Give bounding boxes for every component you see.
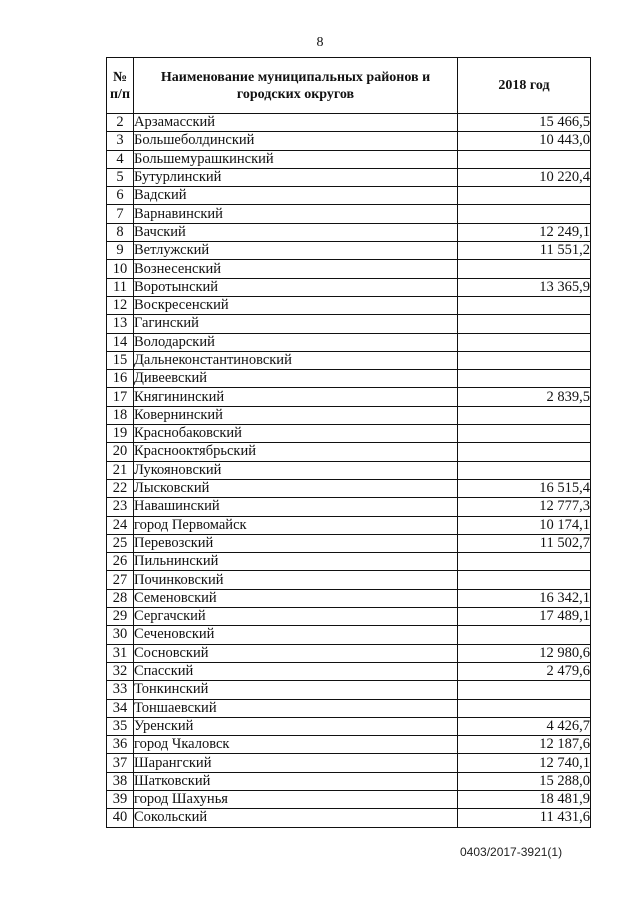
row-number-cell: 14 bbox=[107, 333, 134, 351]
row-value-cell: 12 740,1 bbox=[458, 754, 591, 772]
table-row bbox=[107, 479, 591, 497]
table-row bbox=[107, 114, 591, 132]
row-number-cell: 32 bbox=[107, 662, 134, 680]
row-value-cell: 2 839,5 bbox=[458, 388, 591, 406]
row-value-cell bbox=[458, 187, 591, 205]
row-value-cell: 16 515,4 bbox=[458, 479, 591, 497]
row-name-cell: Большеболдинский bbox=[134, 132, 458, 150]
row-value-cell bbox=[458, 553, 591, 571]
row-number-cell: 23 bbox=[107, 498, 134, 516]
row-name-cell: Воскресенский bbox=[134, 296, 458, 314]
table-row bbox=[107, 351, 591, 369]
table-row bbox=[107, 790, 591, 808]
row-number-cell: 37 bbox=[107, 754, 134, 772]
row-number-cell: 40 bbox=[107, 809, 134, 827]
row-number-cell: 13 bbox=[107, 315, 134, 333]
row-name-cell: Тонкинский bbox=[134, 681, 458, 699]
row-name-cell: Пильнинский bbox=[134, 553, 458, 571]
table-row bbox=[107, 498, 591, 516]
row-name-cell: город Чкаловск bbox=[134, 736, 458, 754]
row-number-cell: 19 bbox=[107, 425, 134, 443]
row-value-cell: 12 980,6 bbox=[458, 644, 591, 662]
row-name-cell: город Первомайск bbox=[134, 516, 458, 534]
row-value-cell: 10 174,1 bbox=[458, 516, 591, 534]
row-value-cell bbox=[458, 425, 591, 443]
row-value-cell bbox=[458, 699, 591, 717]
row-value-cell bbox=[458, 205, 591, 223]
row-number-cell: 38 bbox=[107, 772, 134, 790]
row-number-cell: 21 bbox=[107, 461, 134, 479]
row-value-cell bbox=[458, 443, 591, 461]
table-row bbox=[107, 168, 591, 186]
table-row bbox=[107, 608, 591, 626]
row-name-cell: Володарский bbox=[134, 333, 458, 351]
row-name-cell: Вадский bbox=[134, 187, 458, 205]
table-row bbox=[107, 315, 591, 333]
row-value-cell bbox=[458, 150, 591, 168]
table-row bbox=[107, 681, 591, 699]
row-value-cell: 15 288,0 bbox=[458, 772, 591, 790]
row-number-cell: 28 bbox=[107, 589, 134, 607]
row-number-cell: 6 bbox=[107, 187, 134, 205]
row-name-cell: Сергачский bbox=[134, 608, 458, 626]
row-name-cell: Ветлужский bbox=[134, 242, 458, 260]
row-value-cell bbox=[458, 461, 591, 479]
table-row bbox=[107, 553, 591, 571]
row-number-cell: 29 bbox=[107, 608, 134, 626]
table-row bbox=[107, 406, 591, 424]
table-row bbox=[107, 644, 591, 662]
table-row bbox=[107, 187, 591, 205]
row-value-cell: 13 365,9 bbox=[458, 278, 591, 296]
row-number-cell: 35 bbox=[107, 717, 134, 735]
row-name-cell: Лысковский bbox=[134, 479, 458, 497]
row-name-cell: Перевозский bbox=[134, 534, 458, 552]
row-name-cell: Дивеевский bbox=[134, 370, 458, 388]
row-value-cell bbox=[458, 406, 591, 424]
row-value-cell bbox=[458, 571, 591, 589]
table-row bbox=[107, 242, 591, 260]
row-number-cell: 20 bbox=[107, 443, 134, 461]
header-year: 2018 год bbox=[458, 58, 591, 114]
table-row bbox=[107, 754, 591, 772]
row-value-cell bbox=[458, 315, 591, 333]
row-name-cell: Краснооктябрьский bbox=[134, 443, 458, 461]
page-number: 8 bbox=[316, 35, 324, 50]
row-name-cell: Арзамасский bbox=[134, 114, 458, 132]
row-value-cell bbox=[458, 296, 591, 314]
row-value-cell: 15 466,5 bbox=[458, 114, 591, 132]
header-name: Наименование муниципальных районов и городских округов bbox=[134, 58, 458, 114]
table-row bbox=[107, 223, 591, 241]
row-number-cell: 12 bbox=[107, 296, 134, 314]
row-name-cell: Сеченовский bbox=[134, 626, 458, 644]
row-number-cell: 34 bbox=[107, 699, 134, 717]
row-value-cell: 12 187,6 bbox=[458, 736, 591, 754]
row-number-cell: 27 bbox=[107, 571, 134, 589]
table-row bbox=[107, 662, 591, 680]
document-code: 0403/2017-3921(1) bbox=[460, 845, 563, 859]
row-number-cell: 24 bbox=[107, 516, 134, 534]
row-name-cell: Лукояновский bbox=[134, 461, 458, 479]
row-number-cell: 3 bbox=[107, 132, 134, 150]
row-name-cell: Ковернинский bbox=[134, 406, 458, 424]
row-number-cell: 16 bbox=[107, 370, 134, 388]
row-number-cell: 17 bbox=[107, 388, 134, 406]
table-row bbox=[107, 278, 591, 296]
table-row bbox=[107, 809, 591, 827]
row-name-cell: Семеновский bbox=[134, 589, 458, 607]
row-name-cell: Краснобаковский bbox=[134, 425, 458, 443]
row-number-cell: 36 bbox=[107, 736, 134, 754]
row-value-cell: 18 481,9 bbox=[458, 790, 591, 808]
table-row bbox=[107, 626, 591, 644]
row-number-cell: 26 bbox=[107, 553, 134, 571]
row-value-cell: 11 551,2 bbox=[458, 242, 591, 260]
table-row bbox=[107, 516, 591, 534]
table-body bbox=[107, 114, 591, 828]
table-row bbox=[107, 717, 591, 735]
row-name-cell: Тоншаевский bbox=[134, 699, 458, 717]
row-number-cell: 15 bbox=[107, 351, 134, 369]
table-row bbox=[107, 461, 591, 479]
table-row bbox=[107, 388, 591, 406]
table-row bbox=[107, 150, 591, 168]
row-number-cell: 9 bbox=[107, 242, 134, 260]
row-name-cell: Шатковский bbox=[134, 772, 458, 790]
row-number-cell: 7 bbox=[107, 205, 134, 223]
row-name-cell: Починковский bbox=[134, 571, 458, 589]
row-value-cell bbox=[458, 351, 591, 369]
row-value-cell bbox=[458, 333, 591, 351]
table-header-row bbox=[107, 58, 591, 114]
row-name-cell: Варнавинский bbox=[134, 205, 458, 223]
table-row bbox=[107, 534, 591, 552]
row-value-cell: 4 426,7 bbox=[458, 717, 591, 735]
row-name-cell: Воротынский bbox=[134, 278, 458, 296]
row-number-cell: 8 bbox=[107, 223, 134, 241]
row-number-cell: 39 bbox=[107, 790, 134, 808]
table-row bbox=[107, 443, 591, 461]
row-name-cell: Княгининский bbox=[134, 388, 458, 406]
header-num: № п/п bbox=[107, 58, 134, 114]
table-row bbox=[107, 132, 591, 150]
table-row bbox=[107, 260, 591, 278]
row-number-cell: 33 bbox=[107, 681, 134, 699]
table-row bbox=[107, 772, 591, 790]
table-row bbox=[107, 425, 591, 443]
data-table bbox=[106, 57, 591, 828]
row-name-cell: Сокольский bbox=[134, 809, 458, 827]
row-value-cell: 11 502,7 bbox=[458, 534, 591, 552]
row-number-cell: 2 bbox=[107, 114, 134, 132]
row-value-cell: 2 479,6 bbox=[458, 662, 591, 680]
table-row bbox=[107, 205, 591, 223]
row-value-cell: 12 249,1 bbox=[458, 223, 591, 241]
row-number-cell: 10 bbox=[107, 260, 134, 278]
row-number-cell: 11 bbox=[107, 278, 134, 296]
row-value-cell bbox=[458, 370, 591, 388]
row-value-cell: 16 342,1 bbox=[458, 589, 591, 607]
table-row bbox=[107, 736, 591, 754]
row-name-cell: Вачский bbox=[134, 223, 458, 241]
table-row bbox=[107, 699, 591, 717]
row-number-cell: 30 bbox=[107, 626, 134, 644]
row-number-cell: 22 bbox=[107, 479, 134, 497]
row-value-cell: 11 431,6 bbox=[458, 809, 591, 827]
row-name-cell: Вознесенский bbox=[134, 260, 458, 278]
row-value-cell bbox=[458, 626, 591, 644]
row-name-cell: Гагинский bbox=[134, 315, 458, 333]
table-row bbox=[107, 370, 591, 388]
table-row bbox=[107, 333, 591, 351]
row-name-cell: Навашинский bbox=[134, 498, 458, 516]
row-value-cell: 12 777,3 bbox=[458, 498, 591, 516]
row-value-cell bbox=[458, 681, 591, 699]
row-number-cell: 5 bbox=[107, 168, 134, 186]
row-number-cell: 18 bbox=[107, 406, 134, 424]
row-name-cell: Бутурлинский bbox=[134, 168, 458, 186]
row-value-cell: 10 443,0 bbox=[458, 132, 591, 150]
row-number-cell: 25 bbox=[107, 534, 134, 552]
table-row bbox=[107, 571, 591, 589]
row-name-cell: Уренский bbox=[134, 717, 458, 735]
row-name-cell: Шарангский bbox=[134, 754, 458, 772]
row-value-cell: 17 489,1 bbox=[458, 608, 591, 626]
row-value-cell: 10 220,4 bbox=[458, 168, 591, 186]
row-name-cell: Спасский bbox=[134, 662, 458, 680]
table-row bbox=[107, 296, 591, 314]
row-name-cell: Сосновский bbox=[134, 644, 458, 662]
row-name-cell: город Шахунья bbox=[134, 790, 458, 808]
row-name-cell: Дальнеконстантиновский bbox=[134, 351, 458, 369]
row-number-cell: 31 bbox=[107, 644, 134, 662]
row-value-cell bbox=[458, 260, 591, 278]
row-name-cell: Большемурашкинский bbox=[134, 150, 458, 168]
row-number-cell: 4 bbox=[107, 150, 134, 168]
table-row bbox=[107, 589, 591, 607]
